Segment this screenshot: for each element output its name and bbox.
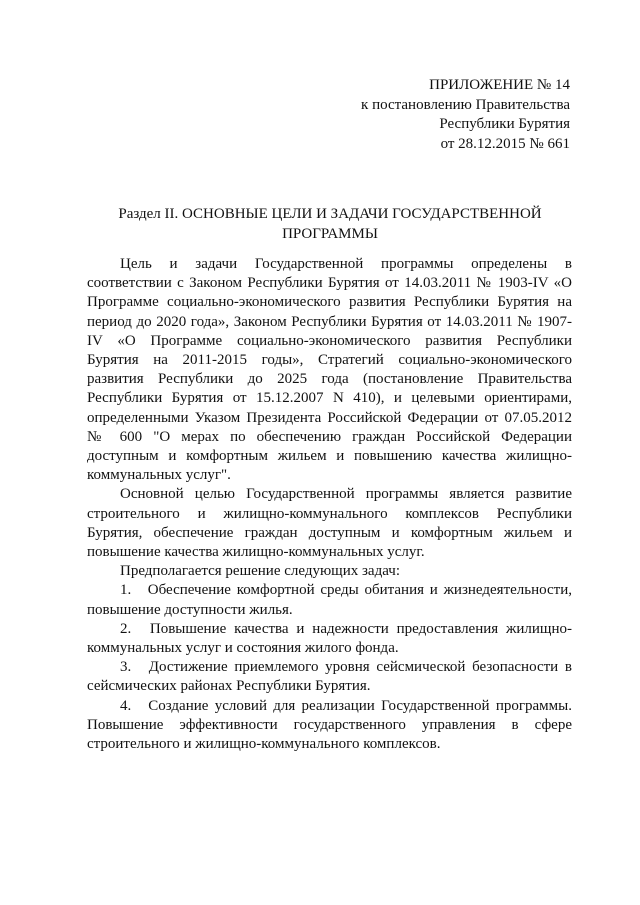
list-item — [87, 581, 572, 619]
list-item-number: 2. — [120, 620, 132, 637]
list-item-number: 1. — [120, 582, 132, 599]
list-item-number: 3. — [120, 659, 132, 676]
appendix-reference: к постановлению Правительства — [361, 96, 570, 113]
tasks-list — [87, 581, 572, 754]
list-item — [87, 620, 572, 658]
list-item-number: 4. — [120, 697, 132, 714]
section-body — [87, 255, 572, 754]
list-item — [87, 658, 572, 696]
list-item-text: Создание условий для реализации Государственной программы. Повышение эффективности государственного управления в сфере строительного и жилищно-коммунального комплексов. — [87, 697, 572, 753]
appendix-number: ПРИЛОЖЕНИЕ № 14 — [429, 77, 570, 93]
paragraph-goals-basis: Цель и задачи Государственной программы определены в соответствии с Законом Республики Бурятия от 14.03.2011 № 1903-IV «О Программе социально-экономического развития Республики Бурятия на период до 2020 года», Законом Республики Бурятия от 14.03.2011 № 1907-IV «О Программе социально-экономического развития Республики Бурятия на 2011-2015 годы», Стратегий социально-экономического развития Республики до 2025 года (постановление Правительства Республики Бурятия от 15.12.2007 N 410), и целевыми ориентирами, определенными Указом Президента Российской Федерации от 07.05.2012 № 600 "О мерах по обеспечению граждан Российской Федерации доступным и комфортным жильем и повышению качества жилищно-коммунальных услуг". — [87, 256, 572, 484]
appendix-header — [361, 76, 570, 154]
paragraph-tasks-intro: Предполагается решение следующих задач: — [120, 563, 400, 580]
appendix-date: от 28.12.2015 № 661 — [440, 135, 570, 152]
paragraph-main-goal: Основной целью Государственной программы является развитие строительного и жилищно-коммунального комплексов Республики Бурятия, обеспечение граждан доступным и комфортным жильем и повышение качества жилищно-коммунальных услуг. — [87, 486, 572, 561]
list-item-text: Повышение качества и надежности предоставления жилищно-коммунальных услуг и состояния жилого фонда. — [87, 620, 573, 657]
list-item-text: Достижение приемлемого уровня сейсмической безопасности в сейсмических районах Республики Бурятия. — [87, 659, 572, 695]
list-item — [87, 697, 572, 755]
section-title-line-2: ПРОГРАММЫ — [282, 225, 378, 242]
appendix-authority: Республики Бурятия — [439, 116, 570, 132]
list-item-text: Обеспечение комфортной среды обитания и жизнедеятельности, повышение доступности жилья. — [87, 582, 572, 618]
section-title-line-1: Раздел II. ОСНОВНЫЕ ЦЕЛИ И ЗАДАЧИ ГОСУДАРСТВЕННОЙ — [118, 206, 542, 222]
section-title — [88, 205, 572, 244]
